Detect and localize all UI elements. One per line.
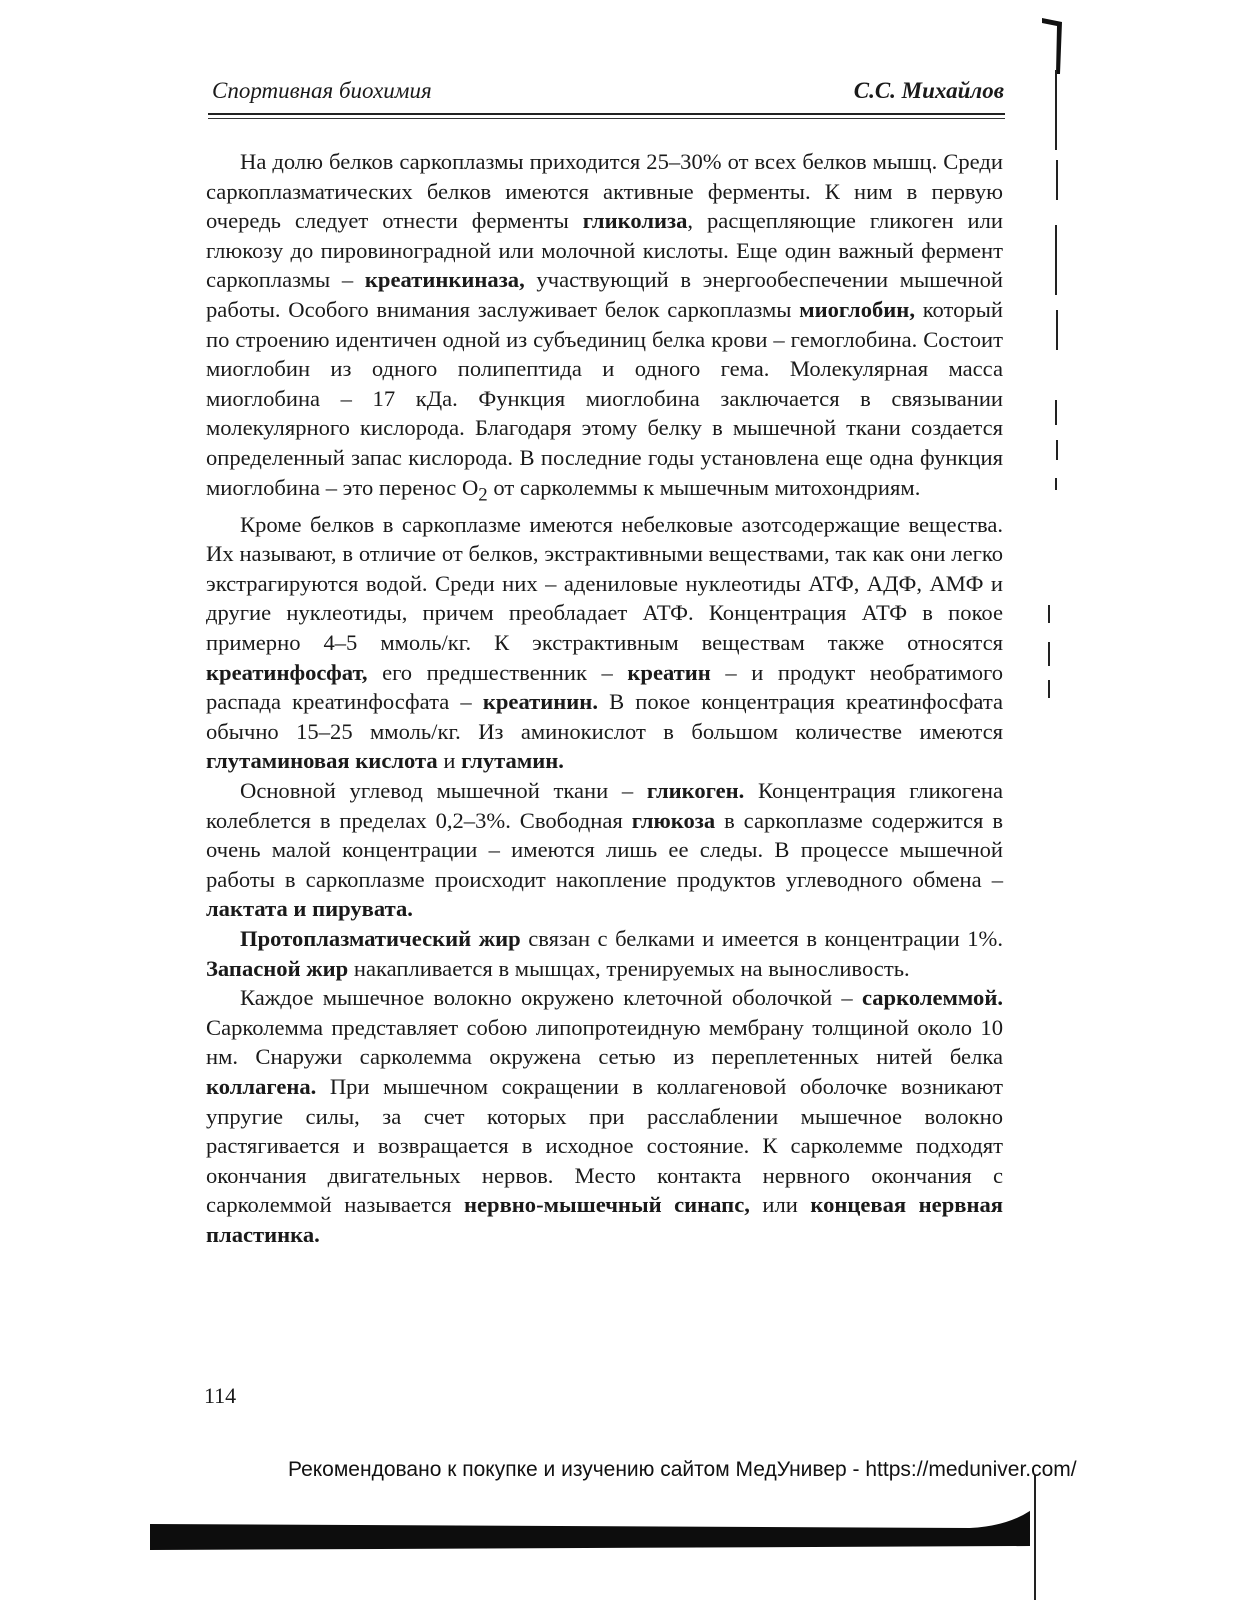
bold-term: сарколеммой.: [861, 985, 1003, 1011]
text-run: в саркоплазме содержится в очень малой концентрации – имеются лишь ее следы. В процессе мышечной работы в саркоплазме происходит накопление продуктов углеводного обмена –: [206, 807, 1003, 892]
bold-term: глутаминовая кислота: [206, 748, 438, 774]
bold-term: гликоген.: [646, 777, 745, 803]
header-rule: [208, 113, 1005, 115]
text-run: – и продукт необратимого распада креатинфосфата –: [206, 659, 1003, 715]
header-author: С.С. Михайлов: [853, 78, 1004, 103]
bold-term: миоглобин,: [799, 296, 915, 322]
scan-edge-line: [1048, 680, 1050, 698]
text-run: или: [749, 1192, 811, 1218]
text-run: Сарколемма представляет собою липопротеидную мембрану толщиной около 10 нм. Снаружи сарколемма окружена сетью из переплетенных нитей белка: [206, 1014, 1003, 1070]
text-run: В покое концентрация креатинфосфата обычно 15–25 ммоль/кг. Из аминокислот в большом количестве имеются: [206, 689, 1003, 744]
bold-term: креатинкиназа,: [364, 267, 525, 293]
text-run: На долю белков саркоплазмы приходится 25–30% от всех белков мышц. Среди саркоплазматических белков имеются активные ферменты. К ним в первую очередь следует отнести ферменты: [206, 149, 1003, 234]
bold-term: глутамин.: [461, 748, 564, 774]
header-rule-thin: [208, 118, 1005, 119]
subscript: 2: [478, 484, 488, 506]
bold-term: Запасной жир: [206, 955, 349, 981]
bold-term: креатинфосфат,: [206, 659, 368, 685]
scan-corner-mark: [1036, 14, 1066, 74]
scan-edge-line: [1048, 605, 1050, 623]
text-run: При мышечном сокращении в коллагеновой оболочке возникают упругие силы, за счет которых при расслаблении мышечное волокно растягивается и возвращается в исходное состояние. К сарколемме подходят окончания двигательных нервов. Место контакта нервного окончания с сарколеммой называется: [206, 1073, 1003, 1218]
text-run: накапливается в мышцах, тренируемых на выносливость.: [348, 955, 910, 981]
body-paragraph: [206, 147, 1003, 510]
bold-term: Протоплазматический жир: [240, 925, 521, 951]
scan-edge-line: [1048, 642, 1050, 666]
text-run: Кроме белков в саркоплазме имеются небелковые азотсодержащие вещества. Их называют, в отличие от белков, экстрактивными веществами, так как они легко экстрагируются водой. Среди них – адениловые нуклеотиды АТФ, АДФ, АМФ и другие нуклеотиды, причем преобладает АТФ. Концентрация АТФ в покое примерно 4–5 ммоль/кг. К экстрактивным веществам также относятся: [206, 511, 1003, 656]
bold-term: концевая нервная пластинка.: [206, 1192, 1003, 1247]
header-book-title: Спортивная биохимия: [212, 78, 432, 103]
scan-edge-line: [1055, 70, 1057, 150]
text-run: Основной углевод мышечной ткани –: [240, 777, 647, 803]
running-header: [212, 78, 1004, 112]
bold-term: креатинин.: [482, 689, 598, 715]
bold-term: гликолиза: [582, 208, 688, 234]
body-paragraph: [206, 924, 1003, 983]
footer-recommendation: Рекомендовано к покупке и изучению сайтом МедУнивер - https://meduniver.com/: [288, 1458, 1077, 1481]
text-run: участвующий в энергообеспечении мышечной работы. Особого внимания заслуживает белок саркоплазмы: [206, 267, 1003, 322]
scan-bottom-bar: [150, 1508, 1030, 1566]
body-paragraph: [206, 776, 1003, 924]
bold-term: коллагена.: [206, 1073, 317, 1099]
body-text: [206, 147, 1003, 1249]
page-number: 114: [204, 1383, 237, 1408]
scan-edge-line: [1055, 478, 1057, 490]
body-paragraph: [206, 510, 1003, 776]
scan-edge-line: [1056, 440, 1058, 460]
text-run: связан с белками и имеется в концентрации 1%.: [520, 925, 1003, 951]
text-run: и: [437, 748, 462, 774]
scan-edge-line: [1034, 1475, 1036, 1600]
text-run: Концентрация гликогена колеблется в пределах 0,2–3%. Свободная: [206, 777, 1003, 833]
text-run: , расщепляющие гликоген или глюкозу до пировиноградной или молочной кислоты. Еще один важный фермент саркоплазмы –: [206, 208, 1003, 293]
bold-term: креатин: [627, 659, 711, 685]
bold-term: нервно-мышечный синапс,: [463, 1192, 750, 1218]
text-run: от сарколеммы к мышечным митохондриям.: [487, 474, 921, 500]
text-run: Каждое мышечное волокно окружено клеточной оболочкой –: [240, 985, 862, 1011]
body-paragraph: [206, 983, 1003, 1249]
scan-edge-line: [1055, 225, 1057, 295]
bold-term: лактата и пирувата.: [206, 896, 413, 922]
text-run: который по строению идентичен одной из субъединиц белка крови – гемоглобина. Состоит миоглобин из одного полипептида и одного гема. Молекулярная масса миоглобина – 17 кДа. Функция миоглобина заключается в связывании молекулярного кислорода. Благодаря этому белку в мышечной ткани создается определенный запас кислорода. В последние годы установлена еще одна функция миоглобина – это перенос O: [206, 296, 1003, 500]
scan-edge-line: [1056, 310, 1058, 350]
bold-term: глюкоза: [631, 807, 716, 833]
scan-edge-line: [1055, 400, 1057, 425]
text-run: его предшественник –: [367, 659, 628, 685]
scan-edge-line: [1056, 160, 1058, 200]
